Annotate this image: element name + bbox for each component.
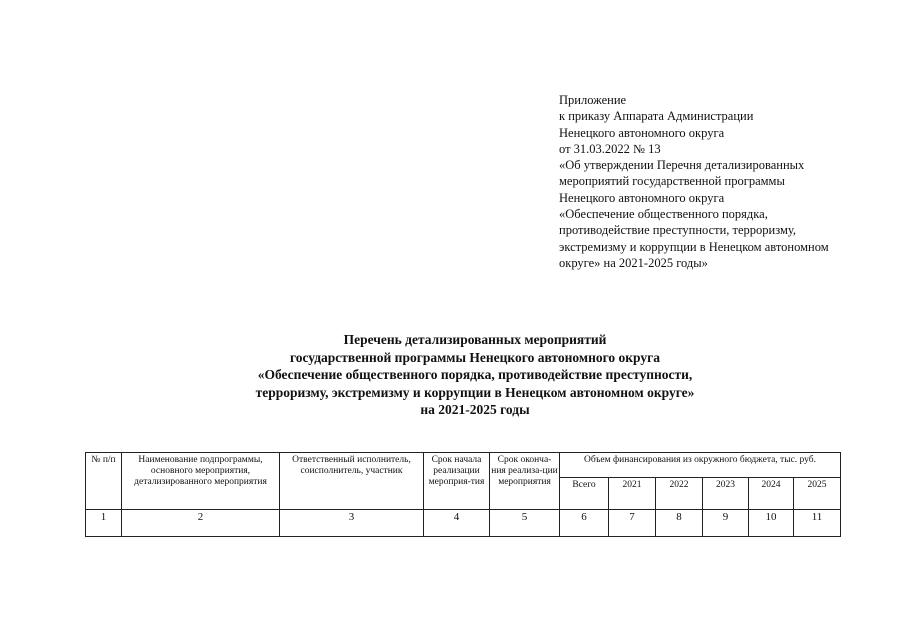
appendix-line: к приказу Аппарата Администрации — [559, 109, 754, 124]
header-year: 2022 — [656, 478, 703, 510]
column-number: 6 — [560, 510, 609, 537]
appendix-line: округе» на 2021-2025 годы» — [559, 255, 708, 270]
column-number: 7 — [609, 510, 656, 537]
title-line: на 2021-2025 годы — [420, 402, 530, 417]
column-number: 2 — [122, 510, 280, 537]
appendix-line: Ненецкого автономного округа — [559, 125, 725, 140]
column-number: 9 — [703, 510, 749, 537]
appendix-line: противодействие преступности, терроризму, — [559, 223, 797, 238]
header-year: 2024 — [749, 478, 794, 510]
header-num: № п/п — [86, 453, 122, 510]
document-title — [150, 331, 800, 419]
header-row — [86, 453, 841, 478]
column-number: 8 — [656, 510, 703, 537]
column-number: 4 — [424, 510, 490, 537]
title-line: терроризму, экстремизму и коррупции в Ненецком автономном округе» — [255, 384, 695, 400]
header-year: 2025 — [794, 478, 841, 510]
appendix-line: экстремизму и коррупции в Ненецком автономном — [559, 239, 829, 254]
appendix-line: «Об утверждении Перечня детализированных — [559, 158, 805, 173]
column-number: 3 — [280, 510, 424, 537]
header-financing: Объем финансирования из окружного бюджета, тыс. руб. — [560, 453, 841, 478]
header-executor: Ответственный исполнитель, соисполнитель, участник — [280, 453, 424, 510]
header-start: Срок начала реализации мероприя-тия — [424, 453, 490, 510]
title-line: Перечень детализированных мероприятий — [343, 332, 607, 347]
appendix-line: Приложение — [559, 93, 627, 107]
appendix-line: Ненецкого автономного округа — [559, 190, 725, 205]
header-end: Срок оконча-ния реализа-ции мероприятия — [490, 453, 560, 510]
header-total: Всего — [560, 478, 609, 510]
column-number: 11 — [794, 510, 841, 537]
header-name: Наименование подпрограммы, основного мероприятия, детализированного мероприятия — [122, 453, 280, 510]
header-year: 2021 — [609, 478, 656, 510]
appendix-line: от 31.03.2022 № 13 — [559, 141, 661, 156]
title-line: «Обеспечение общественного порядка, противодействие преступности, — [257, 367, 693, 382]
column-number: 10 — [749, 510, 794, 537]
column-number: 1 — [86, 510, 122, 537]
numbering-row — [86, 510, 841, 537]
appendix-block — [559, 92, 879, 271]
measures-table — [85, 452, 841, 537]
appendix-line: «Обеспечение общественного порядка, — [559, 207, 768, 222]
appendix-line: мероприятий государственной программы — [559, 174, 785, 189]
header-year: 2023 — [703, 478, 749, 510]
column-number: 5 — [490, 510, 560, 537]
title-line: государственной программы Ненецкого автономного округа — [289, 349, 661, 365]
